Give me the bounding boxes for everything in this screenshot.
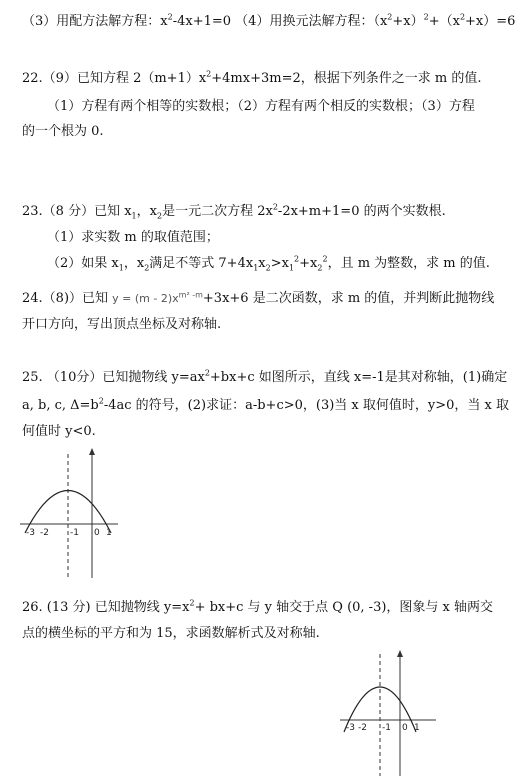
q24-line-2: 开口方向，写出顶点坐标及对称轴. bbox=[22, 317, 222, 332]
q24-line-1: 24.（8)）已知 $y = (m - 2)x^{m^2 -m}+3x+6$ 是二次函数，求 m 的值，并判断此抛物线 bbox=[22, 290, 495, 306]
q25-line-2: a, b, c, $\Delta=b^2-4ac$ 的符号，(2)求证：a-b+c>0，(3)当 x 取何值时，y>0，当 x 取 bbox=[22, 396, 510, 413]
q25-line-3: 何值时 y<0. bbox=[22, 424, 96, 439]
q25-tick-label: 1 bbox=[106, 528, 112, 538]
q23-line-1: 23.（8 分）已知 $x_1$，$x_2$是一元二次方程 $2x^2-2x+m+1=0$ 的两个实数根. bbox=[22, 202, 446, 221]
q26-tick-label: -2 bbox=[358, 723, 367, 733]
q25-tick-label: -1 bbox=[70, 528, 79, 538]
q23-line-2: （1）求实数 m 的取值范围； bbox=[47, 230, 219, 245]
q26-tick-label: -3 bbox=[346, 723, 355, 733]
q25-tick-label: -2 bbox=[40, 528, 49, 538]
q22-line-2: （1）方程有两个相等的实数根；（2）方程有两个相反的实数根；（3）方程 bbox=[47, 99, 475, 114]
q26-tick-label: 0 bbox=[402, 723, 408, 733]
q26-line-1: 26. (13 分) 已知抛物线 $y=x^2+ bx+c$ 与 y 轴交于点 Q (0, -3)，图象与 x 轴两交 bbox=[22, 598, 494, 615]
q26-tick-label: -1 bbox=[382, 723, 391, 733]
q25-line-1: 25. （10分）已知抛物线 $y=ax^2+bx+c$ 如图所示，直线 x=-1是其对称轴，(1)确定 bbox=[22, 368, 508, 385]
q24-formula: $y = (m - 2)x^{m^2 -m}$ bbox=[112, 290, 203, 305]
q26-line-2: 点的横坐标的平方和为 15，求函数解析式及对称轴. bbox=[22, 626, 320, 641]
q25-parabola-graph bbox=[20, 448, 120, 583]
q22-line-1: 22.（9）已知方程 $2(m+1)x^2+4mx+3m=2$，根据下列条件之一求 m 的值. bbox=[22, 69, 482, 86]
q26-parabola-graph bbox=[338, 650, 438, 778]
q25-tick-label: 0 bbox=[94, 528, 100, 538]
q26-tick-label: 1 bbox=[414, 723, 420, 733]
q23-line-3: （2）如果 $x_1$，$x_2$满足不等式 $7+4x_1x_2>x_1^2+x_2^2$，且 m 为整数，求 m 的值. bbox=[47, 254, 490, 273]
q22-line-3: 的一个根为 0. bbox=[22, 124, 104, 139]
q21-line: （3）用配方法解方程：$x^2-4x+1=0$ （4）用换元法解方程：$(x^2+x)^2+(x^2+x)=6$ bbox=[22, 12, 516, 29]
q25-tick-label: -3 bbox=[26, 528, 35, 538]
